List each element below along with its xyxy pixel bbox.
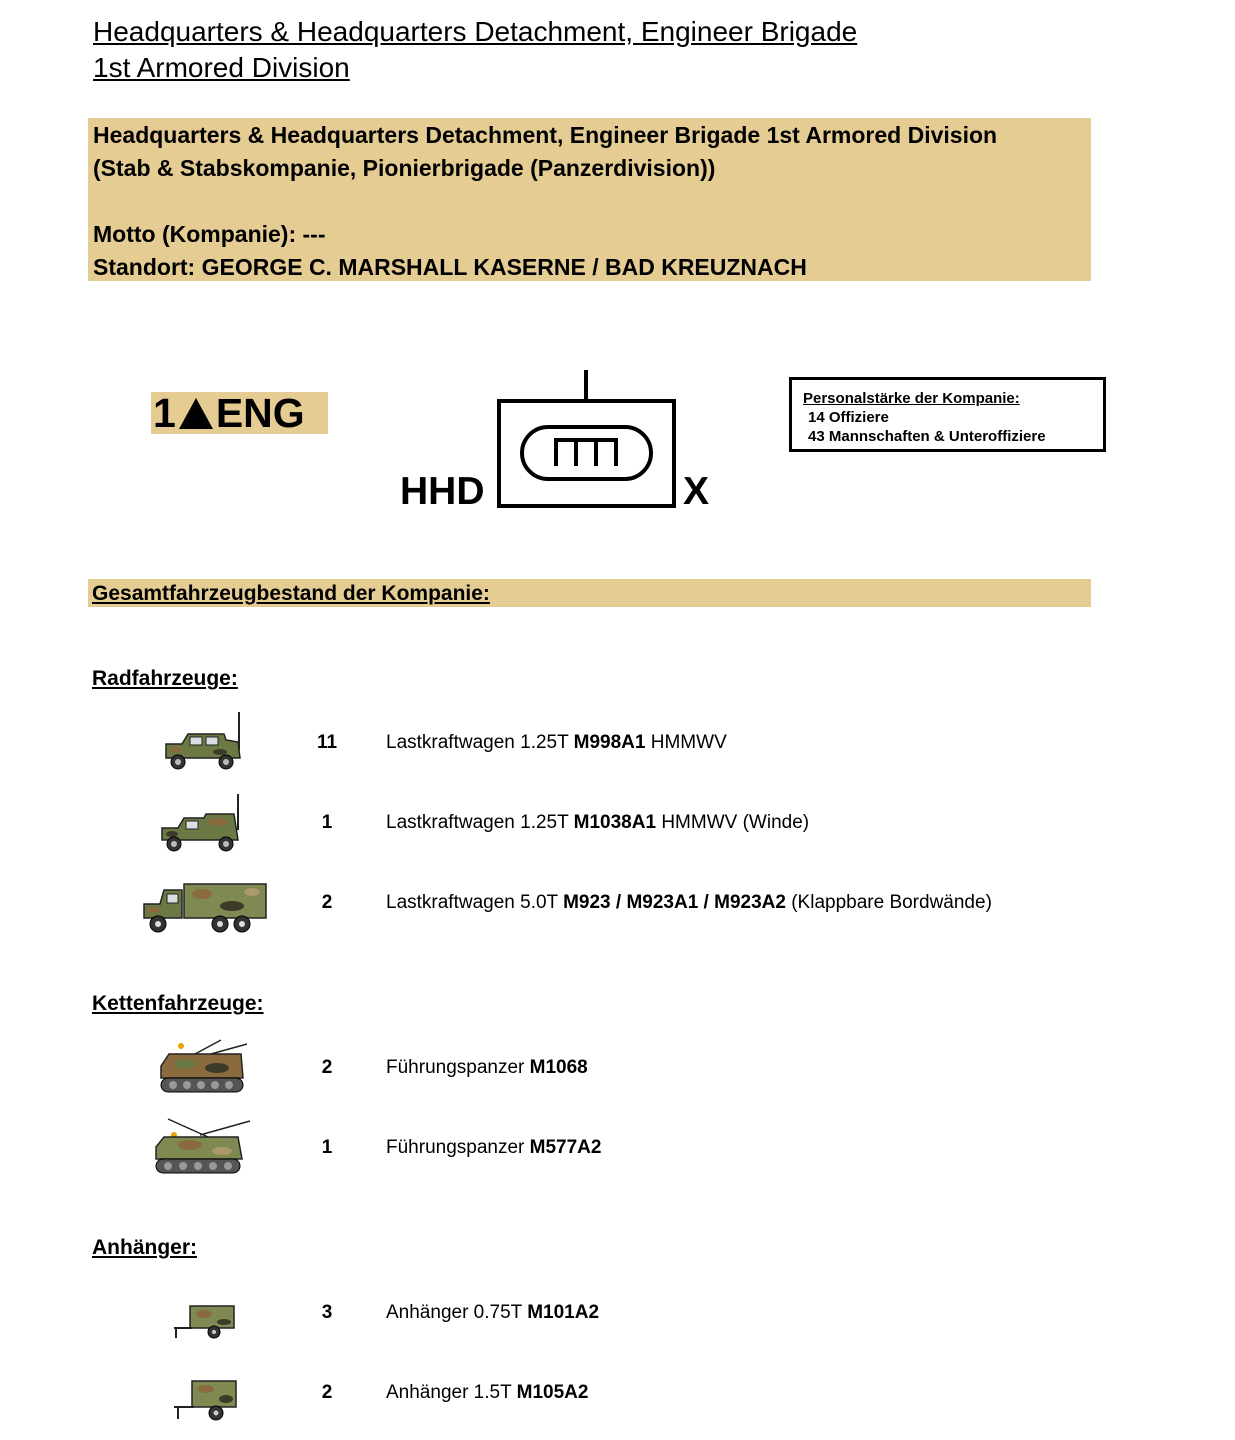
officers-count: 14 Offiziere [808, 409, 889, 426]
command-track-icon [155, 1036, 251, 1098]
page-title: Headquarters & Headquarters Detachment, Engineer Brigade 1st Armored Division [93, 16, 858, 83]
command-track-icon [150, 1115, 254, 1179]
item-qty: 1 [321, 1137, 333, 1158]
unit-name-en: Headquarters & Headquarters Detachment, Engineer Brigade 1st Armored Division [93, 122, 998, 148]
unit-size-label: HHD [400, 470, 485, 513]
item-desc: Führungspanzer M1068 [386, 1057, 588, 1078]
hmmwv-winch-icon [158, 792, 244, 854]
item-desc: Anhänger 1.5T M105A2 [386, 1382, 589, 1403]
hmmwv-icon [160, 710, 246, 772]
item-qty: 2 [321, 1382, 333, 1403]
category-trailers: Anhänger: [92, 1236, 197, 1259]
item-qty: 2 [321, 1057, 333, 1078]
personnel-heading: Personalstärke der Kompanie: [803, 390, 1020, 407]
armored-engineer-symbol-icon [496, 370, 678, 510]
item-qty: 2 [321, 892, 333, 913]
unit-name-de: (Stab & Stabskompanie, Pionierbrigade (Panzerdivision)) [93, 155, 716, 181]
unit-info-box [88, 118, 1091, 281]
unit-symbol [496, 370, 678, 510]
trailer-icon [170, 1377, 242, 1425]
item-desc: Lastkraftwagen 1.25T M998A1 HMMWV [386, 732, 727, 753]
trailer-icon [170, 1300, 240, 1344]
item-desc: Führungspanzer M577A2 [386, 1137, 602, 1158]
unit-location: Standort: GEORGE C. MARSHALL KASERNE / BAD KREUZNACH [93, 254, 807, 280]
category-wheeled: Radfahrzeuge: [92, 667, 238, 690]
triangle-icon [179, 398, 213, 429]
enlisted-count: 43 Mannschaften & Unteroffiziere [808, 428, 1046, 445]
item-qty: 3 [321, 1302, 333, 1323]
item-desc: Lastkraftwagen 5.0T M923 / M923A1 / M923A2 (Klappbare Bordwände) [386, 892, 992, 913]
unit-badge: 1 ENG [151, 392, 328, 434]
personnel-strength-box [789, 377, 1106, 452]
item-qty: 11 [316, 732, 338, 753]
category-tracked: Kettenfahrzeuge: [92, 992, 264, 1015]
item-qty: 1 [321, 812, 333, 833]
unit-motto: Motto (Kompanie): --- [93, 221, 326, 247]
echelon-label: X [683, 470, 710, 513]
item-desc: Lastkraftwagen 1.25T M1038A1 HMMWV (Winde) [386, 812, 810, 833]
item-desc: Anhänger 0.75T M101A2 [386, 1302, 600, 1323]
cargo-truck-icon [140, 880, 270, 936]
fleet-heading: Gesamtfahrzeugbestand der Kompanie: [88, 579, 1091, 607]
